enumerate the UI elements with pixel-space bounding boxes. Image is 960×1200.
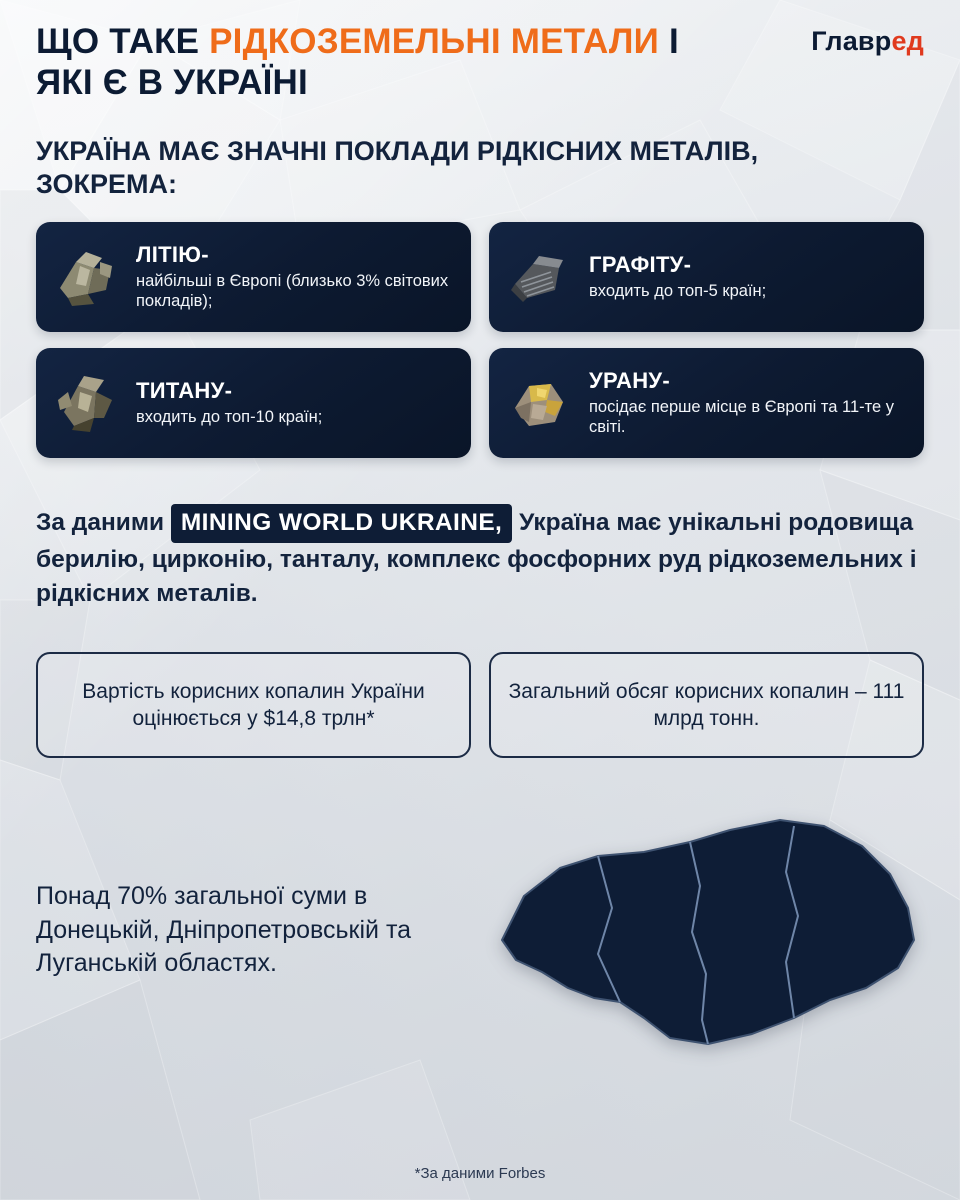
mineral-description: посідає перше місце в Європі та 11-те у світі. <box>589 397 895 437</box>
uranium-mineral-icon <box>503 366 577 440</box>
mineral-card-titanium <box>36 348 471 458</box>
mineral-term: УРАНУ- <box>589 367 671 393</box>
mineral-card-graphite <box>489 222 924 332</box>
mineral-card-lithium <box>36 222 471 332</box>
mining-world-paragraph <box>36 504 924 610</box>
ukraine-regions-map <box>494 812 924 1052</box>
logo-text-black: Главр <box>811 26 892 56</box>
mineral-term: ГРАФІТУ- <box>589 251 692 277</box>
status-badge: MINING WORLD UKRAINE, <box>171 504 512 543</box>
stats-row <box>36 652 924 758</box>
stat-box-volume: Загальний обсяг корисних копалин – 111 млрд тонн. <box>489 652 924 758</box>
subtitle: УКРАЇНА МАЄ ЗНАЧНІ ПОКЛАДИ РІДКІСНИХ МЕТАЛІВ, ЗОКРЕМА: <box>36 136 759 199</box>
regions-text: Понад 70% загальної суми в Донецькій, Дніпропетровській та Луганській областях. <box>36 882 412 977</box>
page-title <box>36 22 736 103</box>
mineral-card-uranium <box>489 348 924 458</box>
paragraph-before: За даними <box>36 508 165 536</box>
paragraph-after: Україна має унікальні родовища берилію, цирконію, танталу, комплекс фосфорних руд рідкоземельних і рідкісних металів. <box>36 508 917 607</box>
logo-text-red: ед <box>891 26 924 56</box>
mineral-term: ТИТАНУ- <box>136 377 233 403</box>
mineral-description: входить до топ-10 країн; <box>136 408 323 426</box>
bottom-section <box>36 812 924 1052</box>
mineral-description: найбільші в Європі (близько 3% світових покладів); <box>136 271 449 311</box>
title-highlight: РІДКОЗЕМЕЛЬНІ МЕТАЛИ <box>209 22 660 61</box>
mineral-description: входить до топ-5 країн; <box>589 282 767 300</box>
minerals-card-grid <box>36 222 924 458</box>
footnote: *За даними Forbes <box>414 1165 546 1182</box>
titanium-mineral-icon <box>50 366 124 440</box>
graphite-mineral-icon <box>503 240 577 314</box>
lithium-mineral-icon <box>50 240 124 314</box>
title-part-1: ЩО ТАКЕ <box>36 22 210 61</box>
title-part-2: І ЯКІ Є В УКРАЇНІ <box>36 22 679 102</box>
stat-box-value: Вартість корисних копалин України оцінюється у $14,8 трлн* <box>36 652 471 758</box>
mineral-term: ЛІТІЮ- <box>136 241 209 267</box>
header <box>36 0 924 103</box>
glavred-logo[interactable] <box>811 22 924 57</box>
